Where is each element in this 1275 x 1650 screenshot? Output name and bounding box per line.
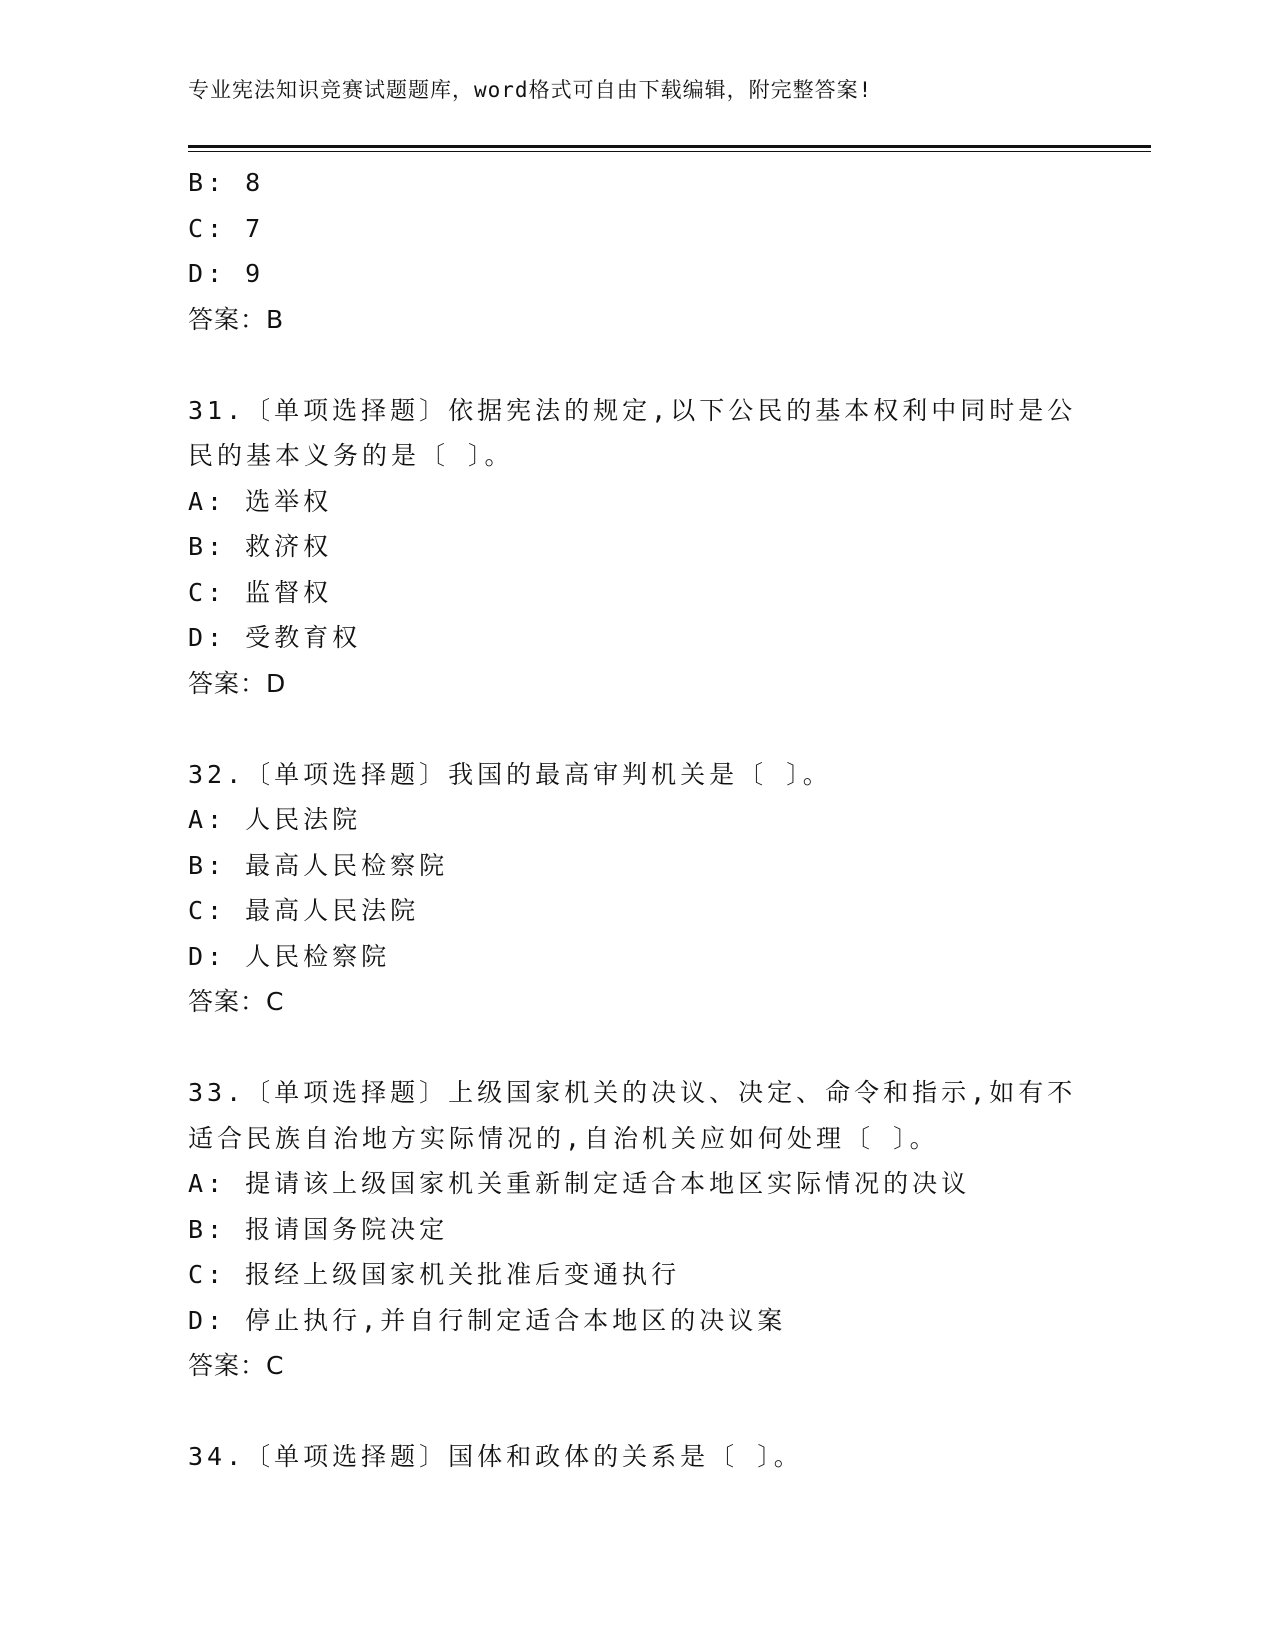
answer-line: 答案：C [188,1351,285,1380]
question-stem-continued: 适合民族自治地方实际情况的,自治机关应如何处理〔 〕。 [188,1123,939,1153]
spacer [188,706,1088,752]
answer-line: 答案：B [188,304,285,334]
spacer [188,1389,1088,1435]
question-list [188,160,1088,1480]
question-stem: 33.〔单项选择题〕上级国家机关的决议、决定、命令和指示,如有不 [188,1078,1077,1107]
option-c: C: 7 [188,213,265,243]
option-d: D: 9 [188,259,265,288]
option-b: B: 8 [188,168,265,197]
question-stem: 31.〔单项选择题〕依据宪法的规定,以下公民的基本权利中同时是公 [188,395,1077,425]
question-stem: 34.〔单项选择题〕国体和政体的关系是〔 〕。 [188,1442,803,1471]
option-b: B: 报请国务院决定 [188,1214,449,1244]
option-a: A: 提请该上级国家机关重新制定适合本地区实际情况的决议 [188,1169,971,1198]
spacer [188,342,1088,388]
header-divider-thin [188,151,1151,152]
option-b: B: 最高人民检察院 [188,850,449,880]
question-block-34 [188,1434,1088,1480]
option-c: C: 最高人民法院 [188,896,420,925]
option-d: D: 人民检察院 [188,941,391,971]
page-header: 专业宪法知识竞赛试题题库，word格式可自由下载编辑，附完整答案! [188,78,873,102]
option-d: D: 受教育权 [188,623,362,652]
question-block-33 [188,1070,1088,1389]
question-block-31 [188,388,1088,707]
option-d: D: 停止执行,并自行制定适合本地区的决议案 [188,1305,787,1335]
option-c: C: 监督权 [188,577,333,607]
answer-line: 答案：C [188,987,285,1016]
question-stem: 32.〔单项选择题〕我国的最高审判机关是〔 〕。 [188,759,832,789]
option-b: B: 救济权 [188,532,333,561]
answer-line: 答案：D [188,668,287,698]
question-block-32 [188,752,1088,1025]
option-a: A: 选举权 [188,486,333,516]
question-stem-continued: 民的基本义务的是〔 〕。 [188,441,514,470]
spacer [188,1025,1088,1071]
question-block-30 [188,160,1088,342]
header-divider-thick [188,145,1151,148]
option-a: A: 人民法院 [188,805,362,834]
option-c: C: 报经上级国家机关批准后变通执行 [188,1260,681,1289]
